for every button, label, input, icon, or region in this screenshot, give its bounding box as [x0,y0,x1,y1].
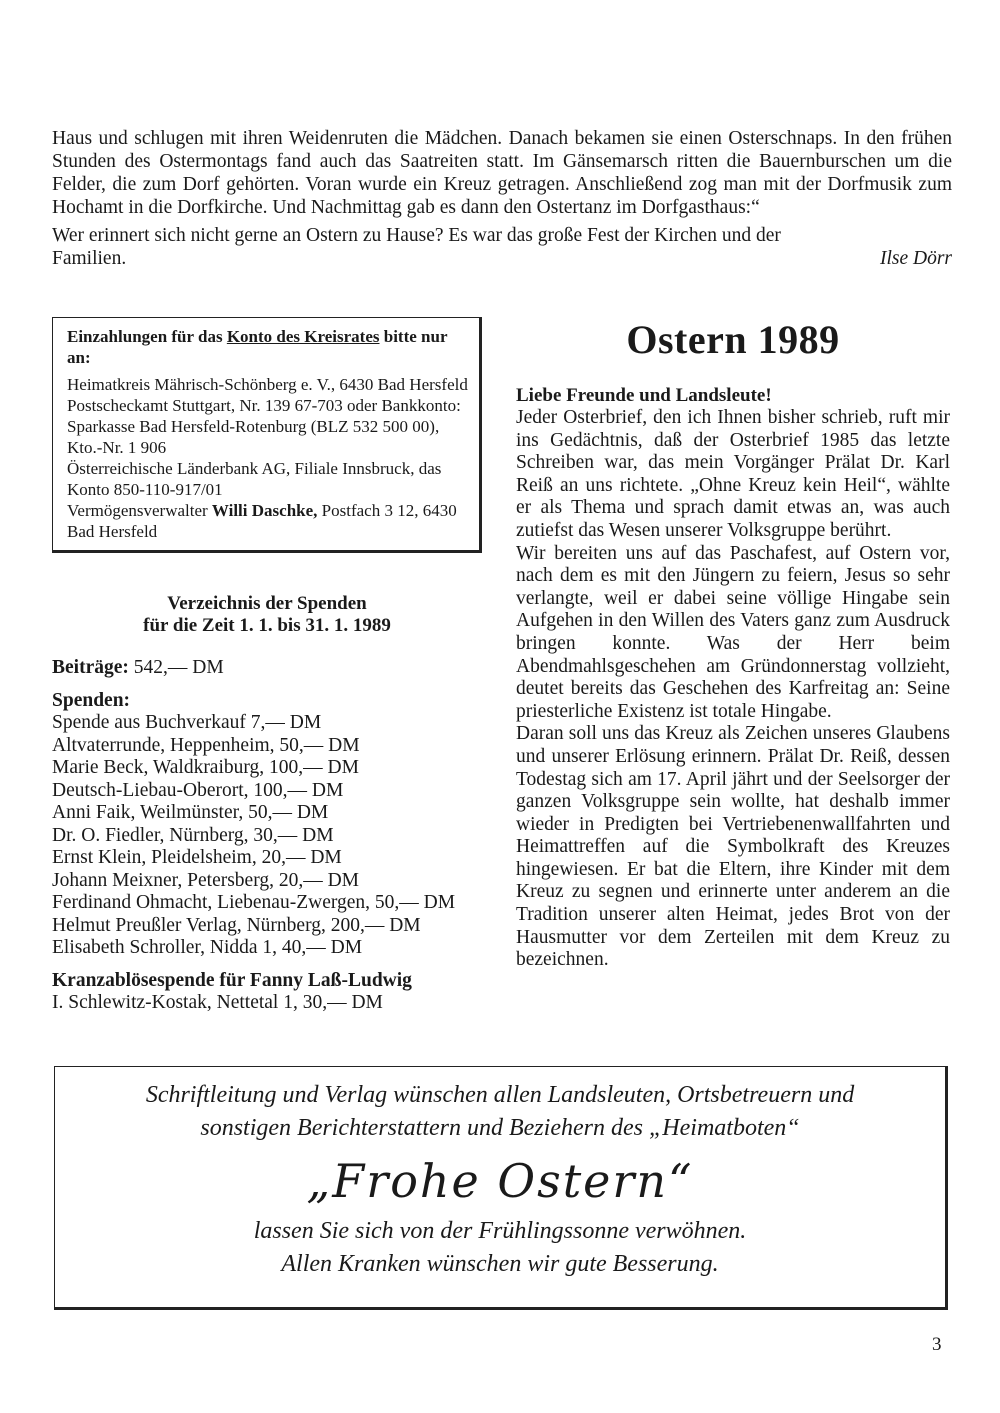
author-signature: Ilse Dörr [879,248,952,269]
donation-item: Ernst Klein, Pleidelsheim, 20,— DM [52,847,342,868]
donations-title [52,593,482,637]
donation-item: Altvaterrunde, Heppenheim, 50,— DM [52,734,360,756]
account-heading-part1: Einzahlungen für das [67,327,227,346]
intro-closing-end: Familien. [52,248,127,269]
letter-paragraph: Daran soll uns das Kreuz als Zeichen unseres Glaubens und unserer Erlösung erinnern. Prälat Dr. Reiß, dessen Todestag sich am 17. April jährt und der Seelsorger der ganzen Volksgruppe sein wollte, hat deshalb immer wieder in Predigten bei Vertriebenenwallfahrten und Heimattreffen auf die Symbolkraft des Kreuzes hingewiesen. Er bat die Eltern, ihre Kinder mit dem Kreuz zu segnen und erinnerte unter anderem an die Tradition unserer alten Heimat, jedes Brot von der Hausmutter vor dem Zerteilen mit dem Kreuz zu bezeichnen. [516,723,950,971]
account-manager-name: Willi Daschke, [211,501,318,520]
donation-item: Deutsch-Liebau-Oberort, 100,— DM [52,779,344,801]
page-number: 3 [932,1334,942,1355]
account-info-box [52,317,482,553]
beitraege-value: 542,— DM [128,657,224,678]
account-line [67,500,469,542]
letter-greeting: Liebe Freunde und Landsleute! [516,385,772,406]
letter-paragraph: Wir bereiten uns auf das Paschafest, auf Ostern vor, nach dem es mit den Jüngern zu feiern, Jesus so sehr verlangte, weil er dabei seine völlige Hingabe sein Aufgehen in den Willen des Vaters ganz zum Ausdruck bringen konnte. Was der Herr beim Abendmahlsgeschehen am Gründonnerstag vollzieht, deutet bereits das Geschehen des Karfreitag an: Seine priesterliche Existenz ist totale Hingabe. [516,542,950,722]
donation-item: Anni Faik, Weilmünster, 50,— DM [52,802,329,823]
intro-paragraph: Haus und schlugen mit ihren Weidenruten die Mädchen. Danach bekamen sie einen Osterschnaps. In den frühen Stunden des Ostermontags fand auch das Saatreiten statt. Im Gänsemarsch ritten die Bauernburschen um die Felder, die zum Dorf gehörten. Voran wurde ein Kreuz getragen. Anschließend zog man mit der Dorfmusik zum Hochamt in die Dorfkirche. Und Nachmittag gab es dann den Ostertanz im Dorfgasthaus:“ [52,128,952,218]
donation-item: Dr. O. Fiedler, Nürnberg, 30,— DM [52,824,334,846]
signature-line [52,247,952,270]
account-heading-part2: bitte nur an: [67,327,448,367]
frohe-ostern-script: „Frohe Ostern“ [306,1154,694,1208]
right-column [516,317,950,972]
donation-item: Spende aus Buchverkauf 7,— DM [52,712,322,733]
wish-line: lassen Sie sich von der Frühlingssonne verwöhnen. [253,1218,747,1244]
donations-list [52,657,482,1015]
letter-paragraph: Jeder Osterbrief, den ich Ihnen bisher schrieb, ruft mir ins Gedächtnis, daß der Osterbrief 1985 das letzte Schreiben war, das mein Vorgänger Prälat Dr. Karl Reiß an uns richtete. „Ohne Kreuz kein Heil“, wählte er als Thema und sprach damit etwas an, was auch zutiefst das Wesen unserer Volksgruppe berührt. [516,407,950,541]
account-heading [67,326,469,368]
account-line: Heimatkreis Mährisch-Schönberg e. V., 6430 Bad Hersfeld [67,375,468,394]
easter-wishes-box [54,1066,948,1310]
donations-title-line: für die Zeit 1. 1. bis 31. 1. 1989 [143,615,391,636]
account-manager-address: Postfach 3 12, 6430 Bad Hersfeld [67,501,457,541]
spenden-label: Spenden: [52,689,131,711]
ostern-title: Ostern 1989 [626,317,840,362]
donation-item: Marie Beck, Waldkraiburg, 100,— DM [52,757,359,778]
donation-item: Helmut Preußler Verlag, Nürnberg, 200,— DM [52,914,421,936]
intro-section [52,127,952,270]
beitraege-line [52,657,482,680]
account-manager-label: Vermögensverwalter [67,501,212,520]
letter-body [516,407,950,972]
donation-item: Ferdinand Ohmacht, Liebenau-Zwergen, 50,— DM [52,892,456,913]
intro-closing-line: Wer erinnert sich nicht gerne an Ostern zu Hause? Es war das große Fest der Kirchen und der [52,225,781,246]
wish-line: sonstigen Berichterstattern und Beziehern des „Heimatboten“ [200,1115,800,1141]
donation-item: Johann Meixner, Petersberg, 20,— DM [52,869,360,891]
left-column [52,317,482,1015]
wish-line: Allen Kranken wünschen wir gute Besserung. [281,1251,719,1277]
account-line: Postscheckamt Stuttgart, Nr. 139 67-703 oder Bankkonto: Sparkasse Bad Hersfeld-Rotenburg (BLZ 532 500 00), Kto.-Nr. 1 906 [67,396,461,457]
account-heading-underlined: Konto des Kreisrates [226,327,380,346]
account-line: Österreichische Länderbank AG, Filiale Innsbruck, das Konto 850-110-917/01 [67,459,442,499]
kranz-label: Kranzablösespende für Fanny Laß-Ludwig [52,969,412,991]
beitraege-label: Beiträge: [52,657,129,678]
donations-title-line: Verzeichnis der Spenden [167,593,367,614]
kranz-item: I. Schlewitz-Kostak, Nettetal 1, 30,— DM [52,992,383,1013]
donation-item: Elisabeth Schroller, Nidda 1, 40,— DM [52,937,363,958]
wish-line: Schriftleitung und Verlag wünschen allen Landsleuten, Ortsbetreuern und [145,1082,855,1108]
